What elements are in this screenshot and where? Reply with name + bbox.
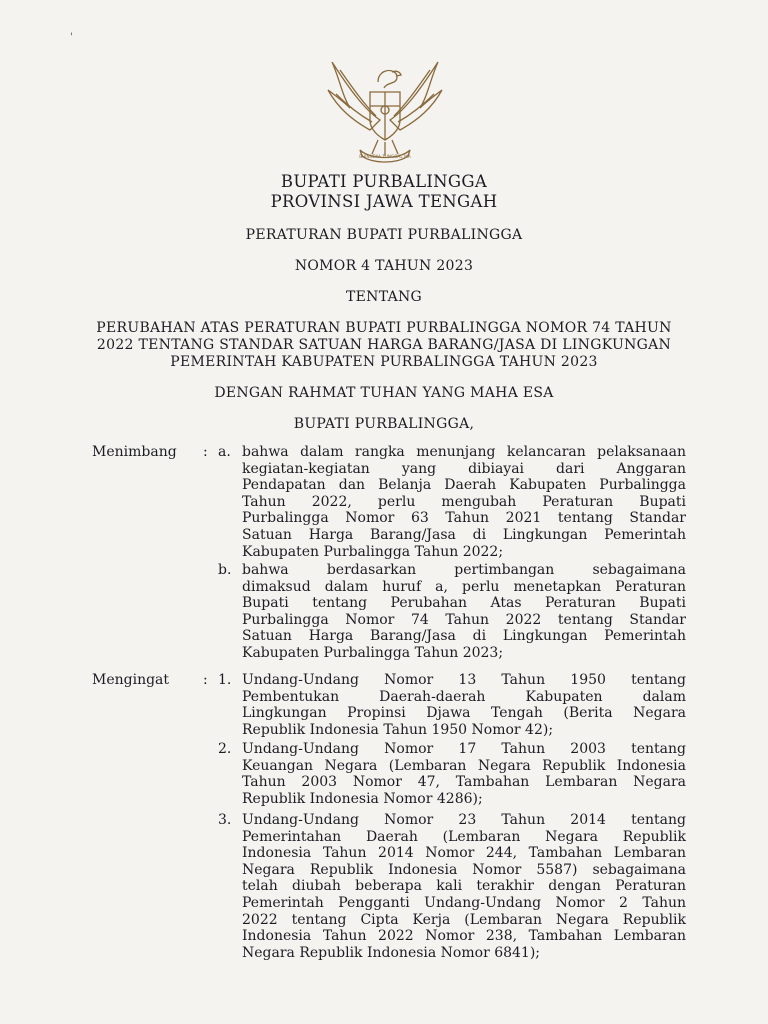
item-marker: 2. xyxy=(218,741,232,757)
text-line: Pemerintahan Daerah (Lembaran Negara Republik xyxy=(242,828,686,845)
stray-mark: ' xyxy=(70,32,73,43)
mengingat-label: Mengingat xyxy=(92,672,170,688)
authority-line: BUPATI PURBALINGGA, xyxy=(293,416,475,432)
regulation-number: NOMOR 4 TAHUN 2023 xyxy=(294,258,474,274)
text-line: Tahun 2003 Nomor 47, Tambahan Lembaran Negara xyxy=(242,774,686,791)
header-line-2: PROVINSI JAWA TENGAH xyxy=(270,192,498,211)
text-line: Indonesia Tahun 2022 Nomor 238, Tambahan Lembaran xyxy=(242,928,686,945)
menimbang-label: Menimbang xyxy=(92,444,177,460)
item-marker: b. xyxy=(218,562,232,578)
text-line: Satuan Harga Barang/Jasa di Lingkungan Pemerintah xyxy=(242,628,686,645)
text-line: Indonesia Tahun 2014 Nomor 244, Tambahan Lembaran xyxy=(242,845,686,862)
text-line: bahwa dalam rangka menunjang kelancaran pelaksanaan xyxy=(242,444,686,460)
item-marker: a. xyxy=(218,444,231,460)
text-line: Republik Indonesia Nomor 4286); xyxy=(242,790,483,807)
item-marker: 3. xyxy=(218,812,232,828)
text-line: Pembentukan Daerah-daerah Kabupaten dalam xyxy=(242,688,686,705)
item-text xyxy=(242,741,686,807)
subject-line-3: PEMERINTAH KABUPATEN PURBALINGGA TAHUN 2023 xyxy=(170,354,598,370)
text-line: Purbalingga Nomor 74 Tahun 2022 tentang Standar xyxy=(242,611,686,628)
emblem-motto: BHINNEKA TUNGGAL IKA xyxy=(359,154,411,159)
text-line: bahwa berdasarkan pertimbangan sebagaimana xyxy=(242,562,686,578)
text-line: Negara Republik Indonesia Nomor 5587) sebagaimana xyxy=(242,861,686,878)
text-line: Undang-Undang Nomor 23 Tahun 2014 tentang xyxy=(242,812,686,828)
text-line: Purbalingga Nomor 63 Tahun 2021 tentang Standar xyxy=(242,510,686,527)
text-line: Pemerintah Pengganti Undang-Undang Nomor 2 Tahun xyxy=(242,894,686,911)
item-marker: 1. xyxy=(218,672,232,688)
garuda-emblem-icon xyxy=(310,50,460,170)
mengingat-colon: : xyxy=(203,672,208,688)
text-line: kegiatan-kegiatan yang dibiayai dari Anggaran xyxy=(242,460,686,477)
subject-line-2: 2022 TENTANG STANDAR SATUAN HARGA BARANG/JASA DI LINGKUNGAN xyxy=(96,337,672,353)
text-line: Undang-Undang Nomor 13 Tahun 1950 tentang xyxy=(242,672,686,688)
text-line: Negara Republik Indonesia Nomor 6841); xyxy=(242,944,541,961)
blessing-line: DENGAN RAHMAT TUHAN YANG MAHA ESA xyxy=(214,385,554,401)
text-line: Kabupaten Purbalingga Tahun 2023; xyxy=(242,644,504,661)
text-line: Republik Indonesia Tahun 1950 Nomor 42); xyxy=(242,721,554,738)
text-line: Satuan Harga Barang/Jasa di Lingkungan Pemerintah xyxy=(242,526,686,543)
text-line: Undang-Undang Nomor 17 Tahun 2003 tentang xyxy=(242,741,686,757)
text-line: Tahun 2022, perlu mengubah Peraturan Bupati xyxy=(242,493,686,510)
item-text xyxy=(242,812,686,961)
subject-line-1: PERUBAHAN ATAS PERATURAN BUPATI PURBALINGGA NOMOR 74 TAHUN xyxy=(96,320,672,336)
text-line: Lingkungan Propinsi Djawa Tengah (Berita Negara xyxy=(242,705,686,722)
about-label: TENTANG xyxy=(345,289,423,305)
header-line-1: BUPATI PURBALINGGA xyxy=(280,172,488,191)
item-text xyxy=(242,562,686,662)
text-line: Kabupaten Purbalingga Tahun 2022; xyxy=(242,543,504,560)
item-text xyxy=(242,444,686,560)
text-line: Pendapatan dan Belanja Daerah Kabupaten Purbalingga xyxy=(242,477,686,494)
menimbang-colon: : xyxy=(203,444,208,460)
text-line: 2022 tentang Cipta Kerja (Lembaran Negara Republik xyxy=(242,911,686,928)
item-text xyxy=(242,672,686,738)
regulation-title: PERATURAN BUPATI PURBALINGGA xyxy=(245,227,523,243)
text-line: Bupati tentang Perubahan Atas Peraturan Bupati xyxy=(242,595,686,612)
text-line: dimaksud dalam huruf a, perlu menetapkan Peraturan xyxy=(242,578,686,595)
text-line: Keuangan Negara (Lembaran Negara Republik Indonesia xyxy=(242,757,686,774)
text-line: telah diubah beberapa kali terakhir dengan Peraturan xyxy=(242,878,686,895)
